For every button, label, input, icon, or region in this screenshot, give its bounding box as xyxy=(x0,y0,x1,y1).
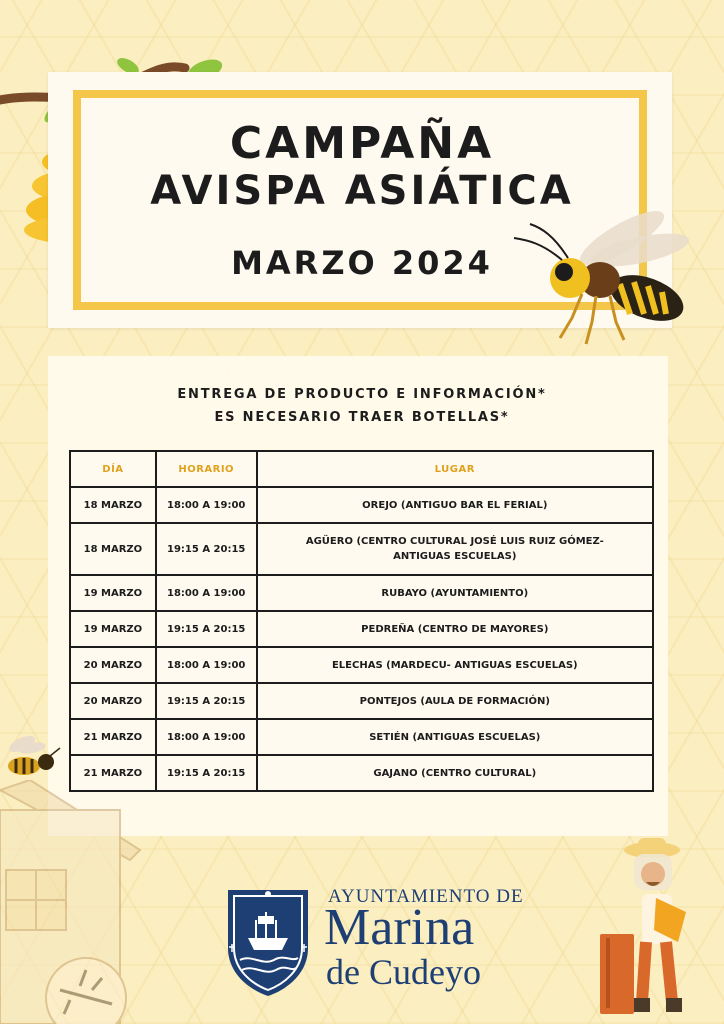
cell-horario: 19:15 A 20:15 xyxy=(156,611,257,647)
cell-dia: 21 MARZO xyxy=(70,755,156,791)
campaign-title: CAMPAÑA xyxy=(229,118,495,169)
cell-lugar: GAJANO (CENTRO CULTURAL) xyxy=(257,755,653,791)
beekeeper-icon xyxy=(596,838,708,1018)
wooden-shed-icon xyxy=(0,780,150,1024)
cell-dia: 21 MARZO xyxy=(70,719,156,755)
cell-horario: 18:00 A 19:00 xyxy=(156,719,257,755)
table-row xyxy=(70,647,653,683)
coat-of-arms-icon xyxy=(222,886,314,998)
header-horario: HORARIO xyxy=(156,451,257,487)
campaign-date: MARZO 2024 xyxy=(231,244,493,282)
table-row xyxy=(70,487,653,523)
cell-horario: 18:00 A 19:00 xyxy=(156,487,257,523)
table-row xyxy=(70,719,653,755)
cell-dia: 18 MARZO xyxy=(70,523,156,575)
table-row xyxy=(70,683,653,719)
table-row xyxy=(70,755,653,791)
table-header-row xyxy=(70,451,653,487)
cell-dia: 19 MARZO xyxy=(70,611,156,647)
asian-hornet-icon xyxy=(512,198,692,348)
cell-dia: 20 MARZO xyxy=(70,683,156,719)
notice-delivery: ENTREGA DE PRODUCTO E INFORMACIÓN* xyxy=(177,387,547,402)
header-dia: DÍA xyxy=(70,451,156,487)
cell-lugar: PEDREÑA (CENTRO DE MAYORES) xyxy=(257,611,653,647)
cell-horario: 19:15 A 20:15 xyxy=(156,755,257,791)
logo-marina: Marina xyxy=(324,899,475,956)
cell-horario: 18:00 A 19:00 xyxy=(156,575,257,611)
cell-horario: 19:15 A 20:15 xyxy=(156,523,257,575)
table-row xyxy=(70,575,653,611)
notice-bottles: ES NECESARIO TRAER BOTELLAS* xyxy=(214,410,510,425)
cell-lugar-line1: AGÜERO (CENTRO CULTURAL JOSÉ LUIS RUIZ GÓMEZ- xyxy=(305,536,604,547)
schedule-table xyxy=(69,450,654,792)
cell-lugar: RUBAYO (AYUNTAMIENTO) xyxy=(257,575,653,611)
table-row xyxy=(70,523,653,575)
cell-lugar: PONTEJOS (AULA DE FORMACIÓN) xyxy=(257,683,653,719)
cell-dia: 19 MARZO xyxy=(70,575,156,611)
cell-horario: 19:15 A 20:15 xyxy=(156,683,257,719)
small-wasp-icon xyxy=(2,732,66,784)
cell-dia: 20 MARZO xyxy=(70,647,156,683)
campaign-subtitle: AVISPA ASIÁTICA xyxy=(150,168,574,214)
cell-lugar xyxy=(257,523,653,575)
cell-horario: 18:00 A 19:00 xyxy=(156,647,257,683)
header-lugar: LUGAR xyxy=(257,451,653,487)
logo-ayuntamiento: AYUNTAMIENTO DE xyxy=(328,886,524,907)
cell-lugar-line2: ANTIGUAS ESCUELAS) xyxy=(393,551,517,562)
cell-lugar: OREJO (ANTIGUO BAR EL FERIAL) xyxy=(257,487,653,523)
table-row xyxy=(70,611,653,647)
cell-dia: 18 MARZO xyxy=(70,487,156,523)
cell-lugar: SETIÉN (ANTIGUAS ESCUELAS) xyxy=(257,719,653,755)
logo-de-cudeyo: de Cudeyo xyxy=(326,952,481,992)
cell-lugar: ELECHAS (MARDECU- ANTIGUAS ESCUELAS) xyxy=(257,647,653,683)
